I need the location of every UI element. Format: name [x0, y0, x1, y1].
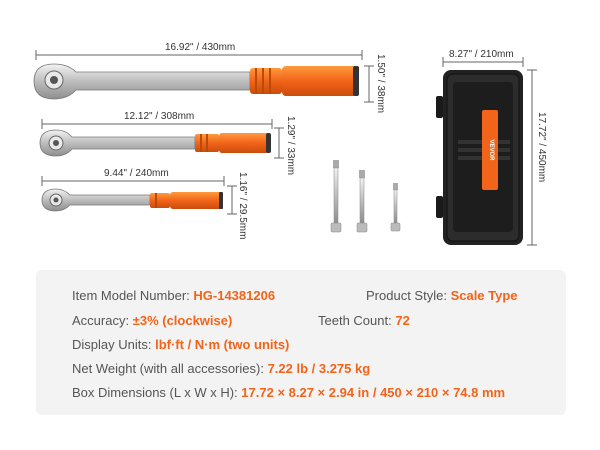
spec-units	[72, 337, 289, 352]
extension-bar-long	[331, 160, 341, 232]
spec-teeth-value: 72	[395, 313, 410, 328]
spec-box-value: 17.72 × 8.27 × 2.94 in / 450 × 210 × 74.8 mm	[241, 385, 506, 400]
medium-torque-wrench	[40, 130, 271, 156]
spec-accuracy-label: Accuracy:	[72, 313, 130, 328]
small-length-label: 9.44" / 240mm	[104, 168, 169, 179]
spec-style-label: Product Style:	[366, 288, 447, 303]
spec-model-label: Item Model Number:	[72, 288, 190, 303]
spec-accuracy-value: ±3% (clockwise)	[132, 313, 233, 328]
spec-teeth-label: Teeth Count:	[318, 313, 392, 328]
medium-height-label: 1.29" / 33mm	[285, 116, 296, 176]
large-height-label: 1.50" / 38mm	[375, 54, 386, 114]
spec-box-label: Box Dimensions (L x W x H):	[72, 385, 238, 400]
spec-units-label: Display Units:	[72, 337, 152, 352]
spec-accuracy	[72, 313, 232, 328]
spec-weight-label: Net Weight (with all accessories):	[72, 361, 264, 376]
spec-box	[72, 385, 505, 400]
small-torque-wrench	[42, 189, 223, 211]
case-width-label: 8.27" / 210mm	[449, 49, 514, 60]
extension-bar-short	[391, 183, 400, 231]
large-height-dimension-line	[364, 66, 374, 102]
large-length-label: 16.92" / 430mm	[165, 42, 236, 53]
medium-height-dimension-line	[274, 128, 284, 158]
spec-style	[366, 288, 518, 303]
spec-model-value: HG-14381206	[193, 288, 276, 303]
case-height-label: 17.72" / 450mm	[536, 112, 547, 183]
small-height-label: 1.16" / 29.5mm	[237, 172, 248, 240]
medium-length-label: 12.12" / 308mm	[124, 111, 195, 122]
large-torque-wrench	[34, 64, 359, 99]
spec-weight-value: 7.22 lb / 3.275 kg	[267, 361, 371, 376]
extension-bar-medium	[357, 170, 367, 232]
case-brand-label: VEVOR	[488, 139, 494, 161]
spec-style-value: Scale Type	[450, 288, 518, 303]
spec-weight	[72, 361, 370, 376]
spec-units-value: lbf·ft / N·m (two units)	[155, 337, 290, 352]
small-height-dimension-line	[227, 186, 237, 214]
spec-teeth	[318, 313, 410, 328]
spec-model	[72, 288, 275, 303]
storage-case	[436, 70, 523, 245]
